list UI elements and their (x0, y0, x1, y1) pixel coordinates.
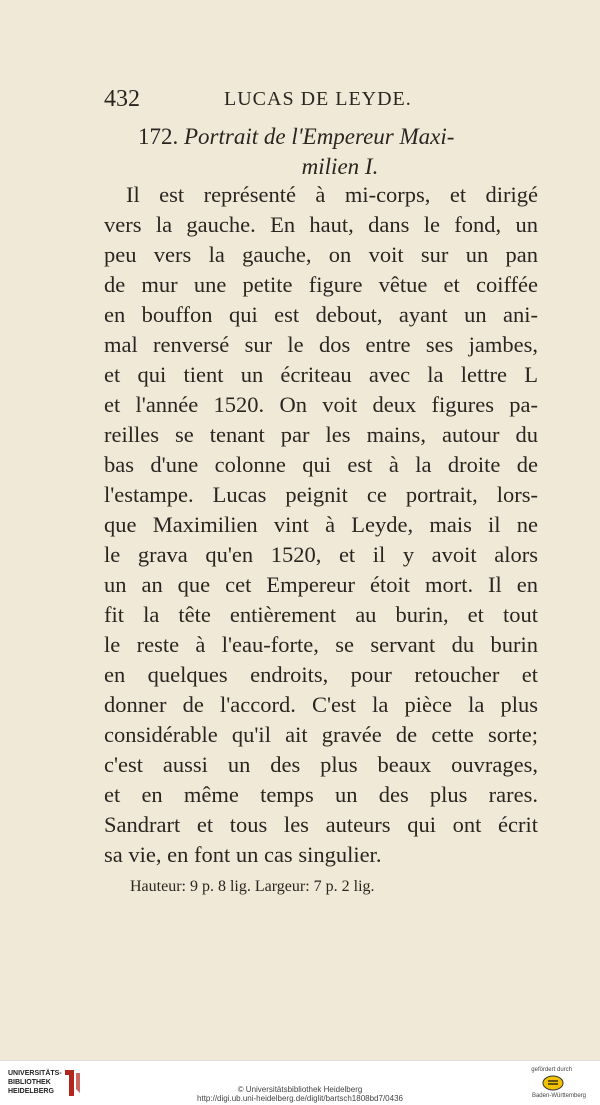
body-line: en bouffon qui est debout, ayant un ani- (104, 302, 538, 327)
entry-body (104, 180, 538, 870)
body-line: considérable qu'il ait gravée de cette sorte; (104, 722, 538, 747)
body-line: fit la tête entièrement au burin, et tout (104, 602, 538, 627)
body-line: mal renversé sur le dos entre ses jambes, (104, 332, 538, 357)
body-line: et qui tient un écriteau avec la lettre L (104, 362, 538, 387)
body-line: l'estampe. Lucas peignit ce portrait, lors- (104, 482, 538, 507)
entry-number: 172. (138, 124, 179, 149)
crest-icon (542, 1075, 564, 1091)
body-line: c'est aussi un des plus beaux ouvrages, (104, 752, 538, 777)
body-line: donner de l'accord. C'est la pièce la plus (104, 692, 538, 717)
library-name-line-2: BIBLIOTHEK (8, 1079, 51, 1086)
title-line-1: Portrait de l'Empereur Maxi- (184, 124, 455, 149)
body-line: en quelques endroits, pour retoucher et (104, 662, 538, 687)
source-url[interactable]: http://digi.ub.uni-heidelberg.de/diglit/bartsch1808bd7/0436 (197, 1094, 403, 1103)
sponsor-name: Baden-Württemberg (531, 1093, 586, 1099)
entry-title (104, 122, 536, 182)
body-line: vers la gauche. En haut, dans le fond, un (104, 212, 538, 237)
body-line: sa vie, en font un cas singulier. (104, 842, 382, 867)
body-line: bas d'une colonne qui est à la droite de (104, 452, 538, 477)
body-line: le reste à l'eau-forte, se servant du burin (104, 632, 538, 657)
copyright-block (0, 1085, 600, 1103)
body-line: un an que cet Empereur étoit mort. Il en (104, 572, 538, 597)
body-line: le grava qu'en 1520, et il y avoit alors (104, 542, 538, 567)
copyright-text: © Universitätsbibliothek Heidelberg (237, 1085, 363, 1094)
body-line: Sandrart et tous les auteurs qui ont écrit (104, 812, 538, 837)
body-line: et l'année 1520. On voit deux figures pa- (104, 392, 538, 417)
footer-bar (0, 1060, 600, 1105)
body-line: reilles se tenant par les mains, autour du (104, 422, 538, 447)
sponsor-label: gefördert durch (531, 1067, 572, 1073)
running-head: LUCAS DE LEYDE. (224, 88, 412, 110)
title-line-2: milien I. (301, 154, 379, 179)
body-line: de mur une petite figure vêtue et coiffée (104, 272, 538, 297)
body-line: peu vers la gauche, on voit sur un pan (104, 242, 538, 267)
body-line: et en même temps un des plus rares. (104, 782, 538, 807)
body-line: Il est représenté à mi-corps, et dirigé (126, 182, 538, 207)
dimensions-line: Hauteur: 9 p. 8 lig. Largeur: 7 p. 2 lig. (130, 878, 375, 895)
body-line: que Maximilien vint à Leyde, mais il ne (104, 512, 538, 537)
page-number: 432 (104, 86, 140, 112)
page-header (104, 86, 444, 116)
library-name-line-3: HEIDELBERG (8, 1088, 54, 1095)
library-name-line-1: UNIVERSITÄTS- (8, 1070, 62, 1077)
